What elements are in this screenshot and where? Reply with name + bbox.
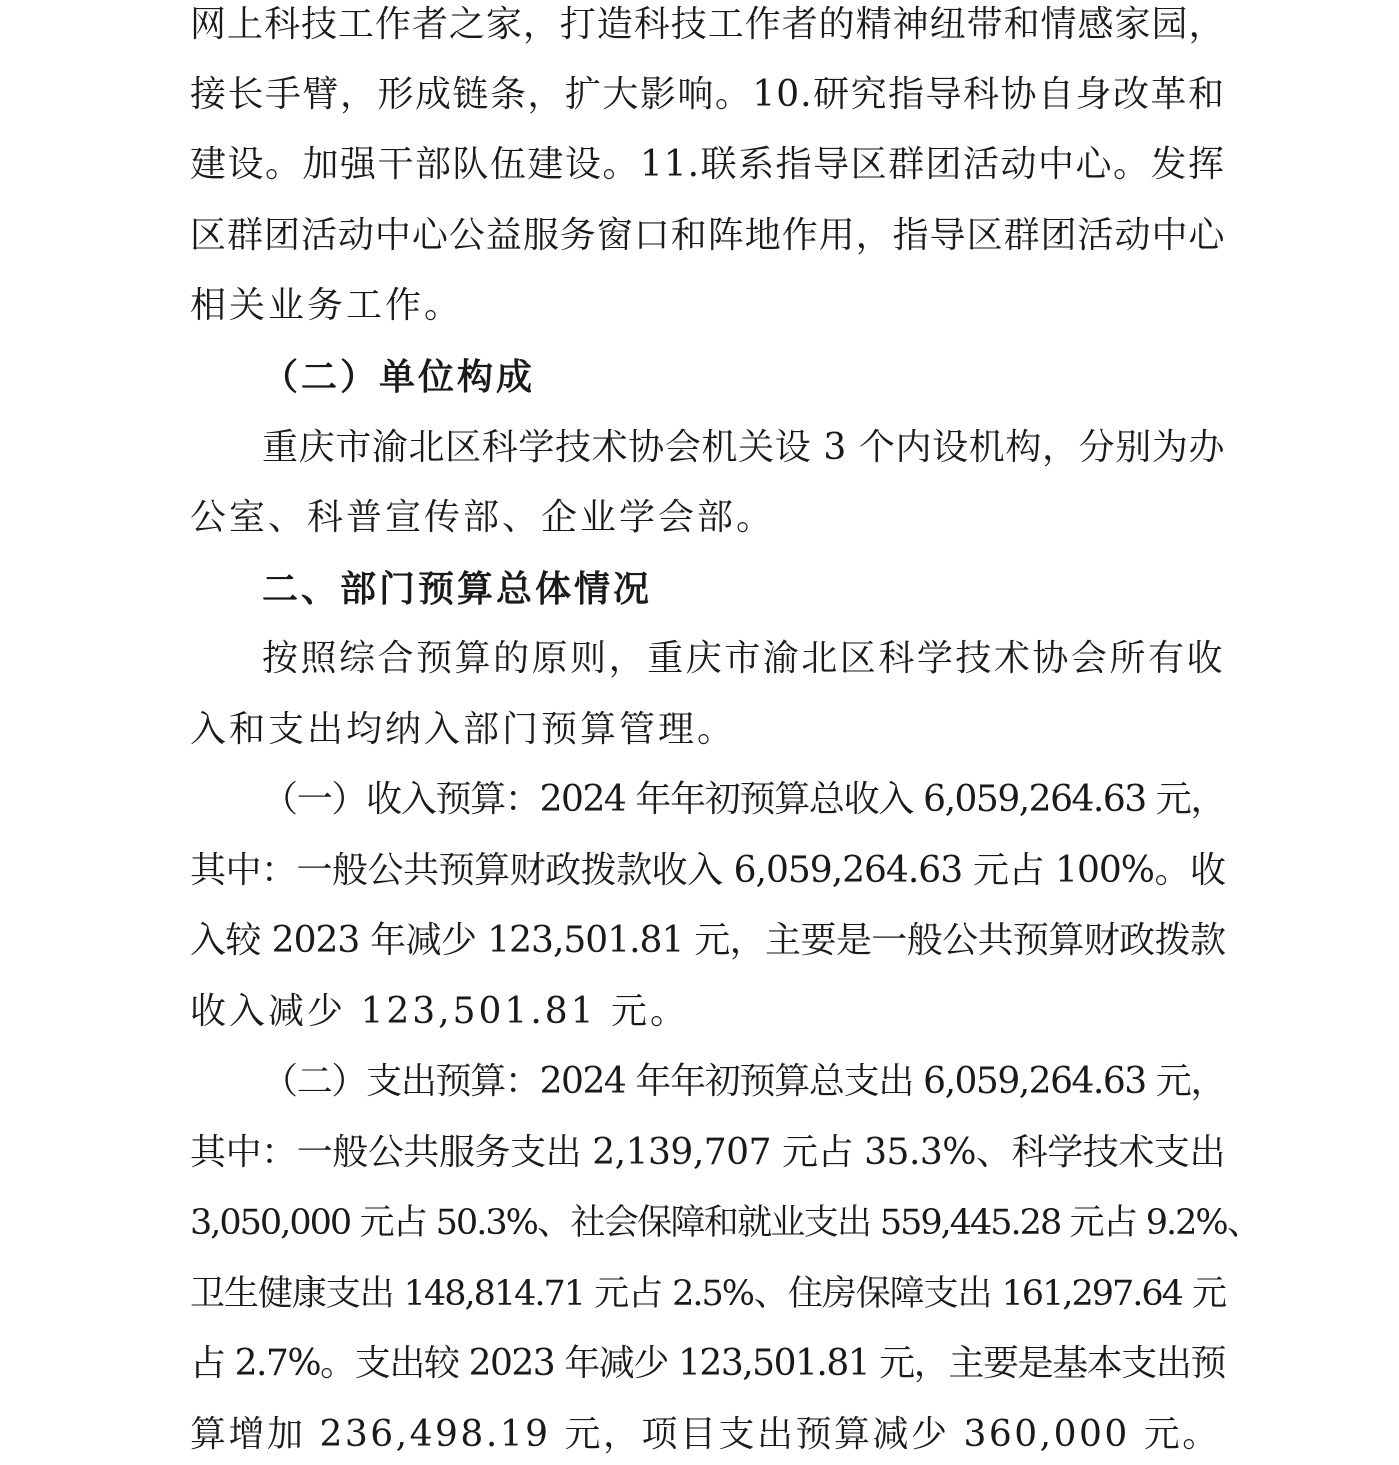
text-line: 区群团活动中心公益服务窗口和阵地作用，指导区群团活动中心 bbox=[190, 215, 1225, 256]
text-line: 3,050,000 元占 50.3%、社会保障和就业支出 559,445.28 元占 9.2%、 bbox=[190, 1203, 1260, 1243]
expenditure-budget-line: （二）支出预算：2024 年年初预算总支出 6,059,264.63 元， bbox=[262, 1061, 1225, 1102]
income-budget-line: （一）收入预算：2024 年年初预算总收入 6,059,264.63 元， bbox=[262, 779, 1225, 820]
text-line: 网上科技工作者之家，打造科技工作者的精神纽带和情感家园， bbox=[190, 4, 1225, 45]
text-line: 建设。加强干部队伍建设。11.联系指导区群团活动中心。发挥 bbox=[190, 144, 1225, 185]
text-line: 其中：一般公共预算财政拨款收入 6,059,264.63 元占 100%。收 bbox=[190, 850, 1225, 891]
text-line: 入和支出均纳入部门预算管理。 bbox=[190, 709, 737, 750]
text-line: 公室、科普宣传部、企业学会部。 bbox=[190, 497, 776, 538]
text-line: 重庆市渝北区科学技术协会机关设 3 个内设机构，分别为办 bbox=[262, 427, 1225, 468]
text-line: 接长手臂，形成链条，扩大影响。10.研究指导科协自身改革和 bbox=[190, 74, 1225, 115]
text-line: 相关业务工作。 bbox=[190, 285, 464, 326]
text-line: 算增加 236,498.19 元，项目支出预算减少 360,000 元。 bbox=[190, 1414, 1221, 1455]
text-line: 占 2.7%。支出较 2023 年减少 123,501.81 元，主要是基本支出预 bbox=[190, 1343, 1225, 1384]
text-line: 收入减少 123,501.81 元。 bbox=[190, 991, 690, 1032]
text-line: 卫生健康支出 148,814.71 元占 2.5%、住房保障支出 161,297.64 元 bbox=[190, 1274, 1225, 1314]
text-line: 入较 2023 年减少 123,501.81 元，主要是一般公共预算财政拨款 bbox=[190, 920, 1225, 961]
text-line: 其中：一般公共服务支出 2,139,707 元占 35.3%、科学技术支出 bbox=[190, 1132, 1225, 1173]
text-line: 按照综合预算的原则，重庆市渝北区科学技术协会所有收 bbox=[262, 638, 1225, 679]
subsection-heading: （二）单位构成 bbox=[262, 356, 536, 398]
section-heading: 二、部门预算总体情况 bbox=[262, 568, 653, 610]
